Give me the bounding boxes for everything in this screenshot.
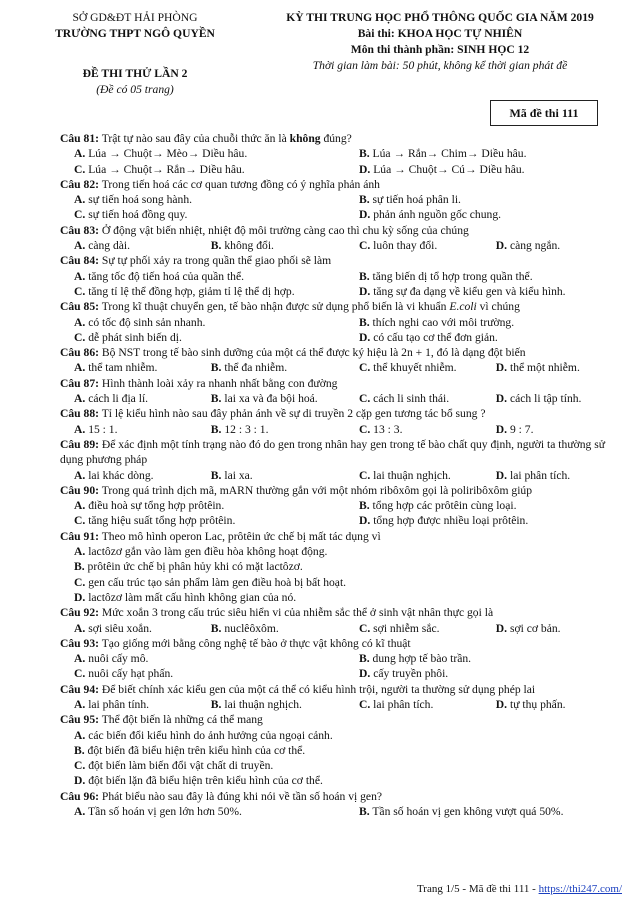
option-letter: D.	[495, 239, 508, 253]
option-letter: B.	[359, 147, 370, 161]
answer-options	[60, 651, 630, 682]
option-text: tăng tỉ lệ thể đồng hợp, giảm tỉ lệ thể dị hợp.	[88, 284, 295, 298]
option-letter: B.	[74, 743, 85, 757]
option-letter: C.	[358, 239, 371, 253]
option-letter: B.	[359, 652, 370, 666]
option-text: tăng biến dị tổ hợp trong quần thể.	[372, 269, 533, 283]
option-letter: C.	[358, 621, 371, 635]
option-text: lai thuận nghịch.	[373, 468, 451, 482]
option-text: nuôi cấy hạt phấn.	[88, 667, 174, 681]
answer-option	[482, 391, 630, 406]
answer-options	[60, 728, 630, 789]
question-text: Tỉ lệ kiểu hình nào sau đây phản ánh về sự di truyền 2 cặp gen tương tác bổ sung ?	[101, 407, 486, 421]
question-stem	[60, 223, 630, 238]
option-letter: D.	[359, 330, 371, 344]
answer-option	[60, 575, 630, 590]
answer-option	[345, 269, 630, 284]
answer-options	[60, 422, 630, 437]
option-text: sợi cơ bản.	[509, 621, 561, 635]
option-letter: D.	[495, 422, 508, 436]
option-letter: D.	[495, 697, 508, 711]
option-text: điều hoà sự tổng hợp prôtêin.	[88, 499, 225, 513]
option-letter: A.	[74, 147, 86, 161]
option-text: không đổi.	[224, 239, 274, 253]
question-number: Câu 82:	[60, 177, 99, 191]
option-letter: C.	[74, 208, 86, 222]
question-text: Bộ NST trong tế bào sinh dưỡng của một cá thể được ký hiệu là 2n + 1, đó là dạng đột biến	[101, 346, 526, 360]
option-letter: D.	[359, 284, 371, 298]
option-text: 9 : 7.	[509, 422, 534, 436]
exam-title: KỲ THI TRUNG HỌC PHỔ THÔNG QUỐC GIA NĂM 2019	[286, 11, 594, 24]
option-letter: C.	[74, 759, 86, 773]
answer-option	[60, 360, 197, 375]
option-letter: B.	[359, 315, 370, 329]
option-text: dung hợp tế bào trần.	[372, 652, 472, 666]
answer-option	[60, 513, 345, 528]
option-text: prôtêin ức chế bị phân hủy khi có mặt lactôzơ.	[87, 560, 303, 574]
option-letter: B.	[359, 805, 370, 819]
option-letter: C.	[358, 361, 371, 375]
answer-option	[60, 544, 630, 559]
option-text: cấy truyền phôi.	[373, 667, 449, 681]
answer-option	[60, 284, 345, 299]
question-text: Ở động vật biến nhiệt, nhiệt độ môi trường càng cao thì chu kỳ sống của chúng	[101, 223, 469, 237]
option-text: thể đa nhiễm.	[224, 361, 288, 375]
option-letter: B.	[210, 239, 222, 253]
option-letter: C.	[74, 514, 86, 528]
option-text: lai phân tính.	[88, 697, 150, 711]
question-stem	[60, 789, 630, 804]
question	[60, 682, 630, 713]
option-text: phản ánh nguồn gốc chung.	[373, 208, 502, 222]
answer-option	[482, 621, 630, 636]
answer-option	[60, 269, 345, 284]
answer-option	[345, 330, 630, 345]
question-number: Câu 90:	[60, 483, 99, 497]
answer-option	[60, 697, 197, 712]
question	[60, 529, 630, 605]
option-letter: B.	[210, 621, 222, 635]
page-count: (Đề có 05 trang)	[96, 83, 174, 96]
answer-option	[197, 391, 345, 406]
answer-options	[60, 498, 630, 529]
option-text: sự tiến hoá song hành.	[88, 193, 193, 207]
answer-options	[60, 146, 630, 177]
question-number: Câu 88:	[60, 407, 99, 421]
question	[60, 406, 630, 437]
question	[60, 299, 630, 345]
question-stem	[60, 376, 630, 391]
option-text: 13 : 3.	[373, 422, 403, 436]
option-text: nuôi cấy mô.	[88, 652, 149, 666]
option-text: cách li địa lí.	[88, 392, 149, 406]
option-text: thể khuyết nhiễm.	[373, 361, 457, 375]
question-stem	[60, 636, 630, 651]
option-text: tổng hợp các prôtêin cùng loại.	[372, 499, 517, 513]
answer-option	[60, 621, 197, 636]
question-text: Trong kĩ thuật chuyển gen, tế bào nhận được sử dụng phổ biến là vi khuẩn E.coli vì chúng	[101, 300, 520, 314]
question-stem	[60, 712, 630, 727]
option-text: tổng hợp được nhiều loại prôtêin.	[373, 514, 529, 528]
answer-option	[60, 146, 345, 161]
option-text: Lúa → Chuột→ Cú→ Diều hâu.	[373, 162, 525, 176]
option-letter: C.	[74, 162, 86, 176]
question-number: Câu 84:	[60, 254, 99, 268]
question-stem	[60, 253, 630, 268]
question-text: Để biết chính xác kiểu gen của một cá thể có kiểu hình trội, người ta thường sử dụng phép lai	[101, 682, 536, 696]
question-text: Trật tự nào sau đây của chuỗi thức ăn là không đúng?	[101, 132, 352, 145]
option-text: tự thụ phấn.	[509, 697, 566, 711]
answer-options	[60, 360, 630, 375]
option-text: Lúa → Rắn→ Chim→ Diều hâu.	[372, 147, 527, 161]
answer-option	[197, 468, 345, 483]
option-text: cách li sinh thái.	[373, 392, 450, 406]
option-letter: A.	[74, 315, 86, 329]
question-number: Câu 81:	[60, 132, 99, 145]
question-text: Theo mô hình operon Lac, prôtêin ức chế bị mất tác dụng vì	[101, 529, 381, 543]
option-letter: A.	[74, 621, 86, 635]
question-stem	[60, 299, 630, 314]
option-text: đột biến làm biến đổi vật chất di truyền.	[88, 759, 274, 773]
answer-option	[345, 697, 482, 712]
option-text: lai phân tích.	[373, 697, 434, 711]
question-number: Câu 87:	[60, 376, 99, 390]
answer-options	[60, 804, 630, 819]
option-text: Lúa → Chuột→ Rắn→ Diều hâu.	[88, 162, 245, 176]
option-letter: C.	[358, 468, 371, 482]
option-letter: A.	[74, 545, 86, 559]
question	[60, 177, 630, 223]
option-letter: D.	[495, 468, 508, 482]
answer-options	[60, 192, 630, 223]
option-text: lactôzơ gắn vào làm gen điều hòa không hoạt động.	[88, 545, 328, 559]
answer-option	[345, 498, 630, 513]
answer-option	[345, 422, 482, 437]
answer-option	[345, 162, 630, 177]
option-letter: C.	[74, 575, 86, 589]
answer-option	[345, 284, 630, 299]
answer-option	[197, 238, 345, 253]
answer-options	[60, 238, 630, 253]
option-letter: C.	[74, 667, 86, 681]
answer-option	[345, 192, 630, 207]
option-text: tăng tốc độ tiến hoá của quần thể.	[88, 269, 245, 283]
option-text: tăng hiệu suất tổng hợp prôtêin.	[88, 514, 236, 528]
option-letter: C.	[358, 697, 371, 711]
school-name: TRƯỜNG THPT NGÔ QUYỀN	[55, 27, 215, 40]
option-letter: B.	[359, 499, 370, 513]
answer-option	[60, 559, 630, 574]
answer-option	[60, 468, 197, 483]
exam-code-box: Mã đề thi 111	[490, 100, 598, 126]
option-letter: D.	[495, 621, 508, 635]
answer-option	[60, 422, 197, 437]
question	[60, 253, 630, 299]
exam-component: Môn thi thành phần: SINH HỌC 12	[350, 43, 530, 56]
option-text: lai xa và đa bội hoá.	[224, 392, 318, 406]
option-text: thể tam nhiễm.	[88, 361, 158, 375]
page-footer	[417, 883, 622, 895]
option-text: Tần số hoán vị gen không vượt quá 50%.	[372, 805, 564, 819]
option-text: tăng sự đa dạng về kiểu gen và kiểu hình.	[373, 284, 566, 298]
question	[60, 636, 630, 682]
question	[60, 345, 630, 376]
answer-option	[60, 315, 345, 330]
question-number: Câu 93:	[60, 636, 99, 650]
answer-option	[345, 207, 630, 222]
option-text: càng dài.	[88, 239, 131, 253]
option-text: luôn thay đổi.	[373, 239, 438, 253]
answer-options	[60, 315, 630, 346]
question-text: Trong tiến hoá các cơ quan tương đồng có ý nghĩa phản ánh	[101, 177, 380, 191]
question-stem	[60, 437, 630, 468]
option-text: lai khác dòng.	[88, 468, 154, 482]
answer-options	[60, 269, 630, 300]
question-stem	[60, 345, 630, 360]
question-stem	[60, 682, 630, 697]
question	[60, 483, 630, 529]
answer-option	[345, 651, 630, 666]
option-text: dễ phát sinh biến dị.	[88, 330, 182, 344]
answer-option	[197, 697, 345, 712]
question-stem	[60, 529, 630, 544]
option-text: lai phân tích.	[509, 468, 571, 482]
answer-option	[345, 621, 482, 636]
answer-option	[345, 804, 630, 819]
answer-option	[482, 238, 630, 253]
option-letter: D.	[359, 514, 371, 528]
option-letter: B.	[359, 193, 370, 207]
answer-option	[60, 590, 630, 605]
option-letter: C.	[74, 284, 86, 298]
option-text: thể một nhiễm.	[509, 361, 580, 375]
option-letter: A.	[74, 361, 86, 375]
answer-options	[60, 391, 630, 406]
question-number: Câu 89:	[60, 437, 99, 451]
option-letter: D.	[74, 774, 86, 788]
question-number: Câu 96:	[60, 789, 99, 803]
question-text: Trong quá trình dịch mã, mARN thường gắn với một nhóm ribôxôm gọi là poliribôxôm giúp	[101, 483, 533, 497]
question-number: Câu 91:	[60, 529, 99, 543]
answer-option	[60, 666, 345, 681]
option-text: đột biến đã biểu hiện trên kiểu hình của cơ thể.	[87, 743, 306, 757]
answer-options	[60, 697, 630, 712]
option-letter: D.	[495, 361, 508, 375]
option-text: Lúa → Chuột→ Mèo→ Diều hâu.	[88, 147, 248, 161]
answer-option	[60, 330, 345, 345]
answer-options	[60, 544, 630, 605]
option-letter: C.	[74, 330, 86, 344]
option-letter: B.	[359, 269, 370, 283]
option-letter: C.	[358, 392, 371, 406]
question-stem	[60, 406, 630, 421]
option-text: sợi nhiễm sắc.	[373, 621, 440, 635]
question	[60, 131, 630, 177]
exam-time: Thời gian làm bài: 50 phút, không kể thời gian phát đề	[312, 59, 568, 72]
option-letter: A.	[74, 193, 86, 207]
option-letter: D.	[74, 590, 86, 604]
option-letter: C.	[358, 422, 371, 436]
question-text: Để xác định một tính trạng nào đó do gen trong nhân hay gen trong tế bào chất quy định, người ta thường sử dụng phương pháp	[60, 437, 606, 467]
option-letter: A.	[74, 728, 86, 742]
option-letter: A.	[74, 392, 86, 406]
question-text: Sự tự phối xảy ra trong quần thể giao phối sẽ làm	[101, 254, 332, 268]
answer-option	[345, 315, 630, 330]
question-number: Câu 95:	[60, 713, 99, 727]
answer-option	[345, 146, 630, 161]
department-name: SỞ GD&ĐT HẢI PHÒNG	[72, 11, 198, 24]
option-text: gen cấu trúc tạo sản phẩm làm gen điều hoà bị bất hoạt.	[88, 575, 347, 589]
option-text: lai thuận nghịch.	[224, 697, 302, 711]
option-letter: D.	[359, 162, 371, 176]
option-text: 15 : 1.	[88, 422, 118, 436]
answer-option	[60, 773, 630, 788]
question-text: Thể đột biến là những cá thể mang	[101, 713, 263, 727]
footer-text: Trang 1/5 - Mã đề thi 111 -	[416, 883, 539, 895]
option-text: sự tiến hoá đồng quy.	[88, 208, 188, 222]
answer-option	[60, 804, 345, 819]
answer-option	[345, 360, 482, 375]
answer-options	[60, 621, 630, 636]
question	[60, 376, 630, 407]
answer-options	[60, 468, 630, 483]
question-number: Câu 85:	[60, 300, 99, 314]
option-text: có cấu tạo cơ thể đơn giản.	[373, 330, 498, 344]
option-letter: A.	[74, 422, 86, 436]
answer-option	[60, 192, 345, 207]
option-letter: A.	[74, 652, 86, 666]
option-letter: B.	[210, 422, 222, 436]
option-text: lactôzơ làm mất cấu hình không gian của nó.	[88, 590, 297, 604]
answer-option	[345, 391, 482, 406]
question	[60, 605, 630, 636]
question-text: Phát biểu nào sau đây là đúng khi nói về tần số hoán vị gen?	[101, 789, 383, 803]
question-stem	[60, 131, 630, 146]
option-letter: A.	[74, 697, 86, 711]
answer-option	[60, 758, 630, 773]
trial-label: ĐỀ THI THỬ LẦN 2	[82, 67, 188, 80]
question-stem	[60, 177, 630, 192]
question	[60, 789, 630, 820]
answer-option	[345, 666, 630, 681]
option-letter: B.	[74, 560, 85, 574]
answer-option	[60, 238, 197, 253]
option-text: cách li tập tính.	[509, 392, 582, 406]
option-text: 12 : 3 : 1.	[224, 422, 269, 436]
question-stem	[60, 483, 630, 498]
footer-link[interactable]: https://thi247.com/	[538, 883, 622, 895]
option-text: càng ngắn.	[509, 239, 561, 253]
answer-option	[60, 728, 630, 743]
option-text: đột biến lặn đã biểu hiện trên kiểu hình của cơ thể.	[88, 774, 323, 788]
question-stem	[60, 605, 630, 620]
answer-option	[60, 743, 630, 758]
option-letter: A.	[74, 239, 86, 253]
option-letter: D.	[359, 208, 371, 222]
option-letter: A.	[74, 805, 86, 819]
option-text: lai xa.	[224, 468, 253, 482]
question	[60, 712, 630, 788]
answer-option	[482, 422, 630, 437]
answer-option	[345, 238, 482, 253]
answer-option	[345, 468, 482, 483]
option-text: các biến đổi kiểu hình do ảnh hưởng của ngoại cảnh.	[88, 728, 333, 742]
question-number: Câu 83:	[60, 223, 99, 237]
answer-option	[60, 651, 345, 666]
answer-option	[60, 162, 345, 177]
question-text: Tạo giống mới bằng công nghệ tế bào ở thực vật không có kĩ thuật	[101, 636, 411, 650]
exam-subject: Bài thi: KHOA HỌC TỰ NHIÊN	[357, 27, 523, 40]
option-letter: B.	[210, 697, 222, 711]
option-text: Tần số hoán vị gen lớn hơn 50%.	[87, 805, 242, 819]
question-number: Câu 86:	[60, 346, 99, 360]
option-text: có tốc độ sinh sản nhanh.	[88, 315, 206, 329]
option-text: nuclêôxôm.	[224, 621, 279, 635]
option-letter: D.	[359, 667, 371, 681]
question	[60, 437, 630, 483]
question-text: Hình thành loài xảy ra nhanh nhất bằng con đường	[101, 376, 338, 390]
option-letter: B.	[210, 392, 222, 406]
question-number: Câu 94:	[60, 682, 99, 696]
option-letter: A.	[74, 269, 86, 283]
answer-option	[197, 621, 345, 636]
answer-option	[482, 468, 630, 483]
answer-option	[60, 391, 197, 406]
question-list	[60, 131, 630, 819]
answer-option	[197, 422, 345, 437]
answer-option	[197, 360, 345, 375]
option-text: sợi siêu xoắn.	[88, 621, 152, 635]
option-letter: A.	[74, 468, 86, 482]
question	[60, 223, 630, 254]
answer-option	[60, 498, 345, 513]
option-text: thích nghi cao với môi trường.	[372, 315, 515, 329]
answer-option	[60, 207, 345, 222]
answer-option	[345, 513, 630, 528]
option-text: sự tiến hoá phân li.	[372, 193, 461, 207]
answer-option	[482, 360, 630, 375]
question-number: Câu 92:	[60, 606, 99, 620]
option-letter: B.	[210, 361, 222, 375]
answer-option	[482, 697, 630, 712]
option-letter: D.	[495, 392, 508, 406]
question-text: Mức xoắn 3 trong cấu trúc siêu hiển vi của nhiễm sắc thể ở sinh vật nhân thực gọi là	[101, 606, 494, 620]
option-letter: B.	[210, 468, 222, 482]
option-letter: A.	[74, 499, 86, 513]
